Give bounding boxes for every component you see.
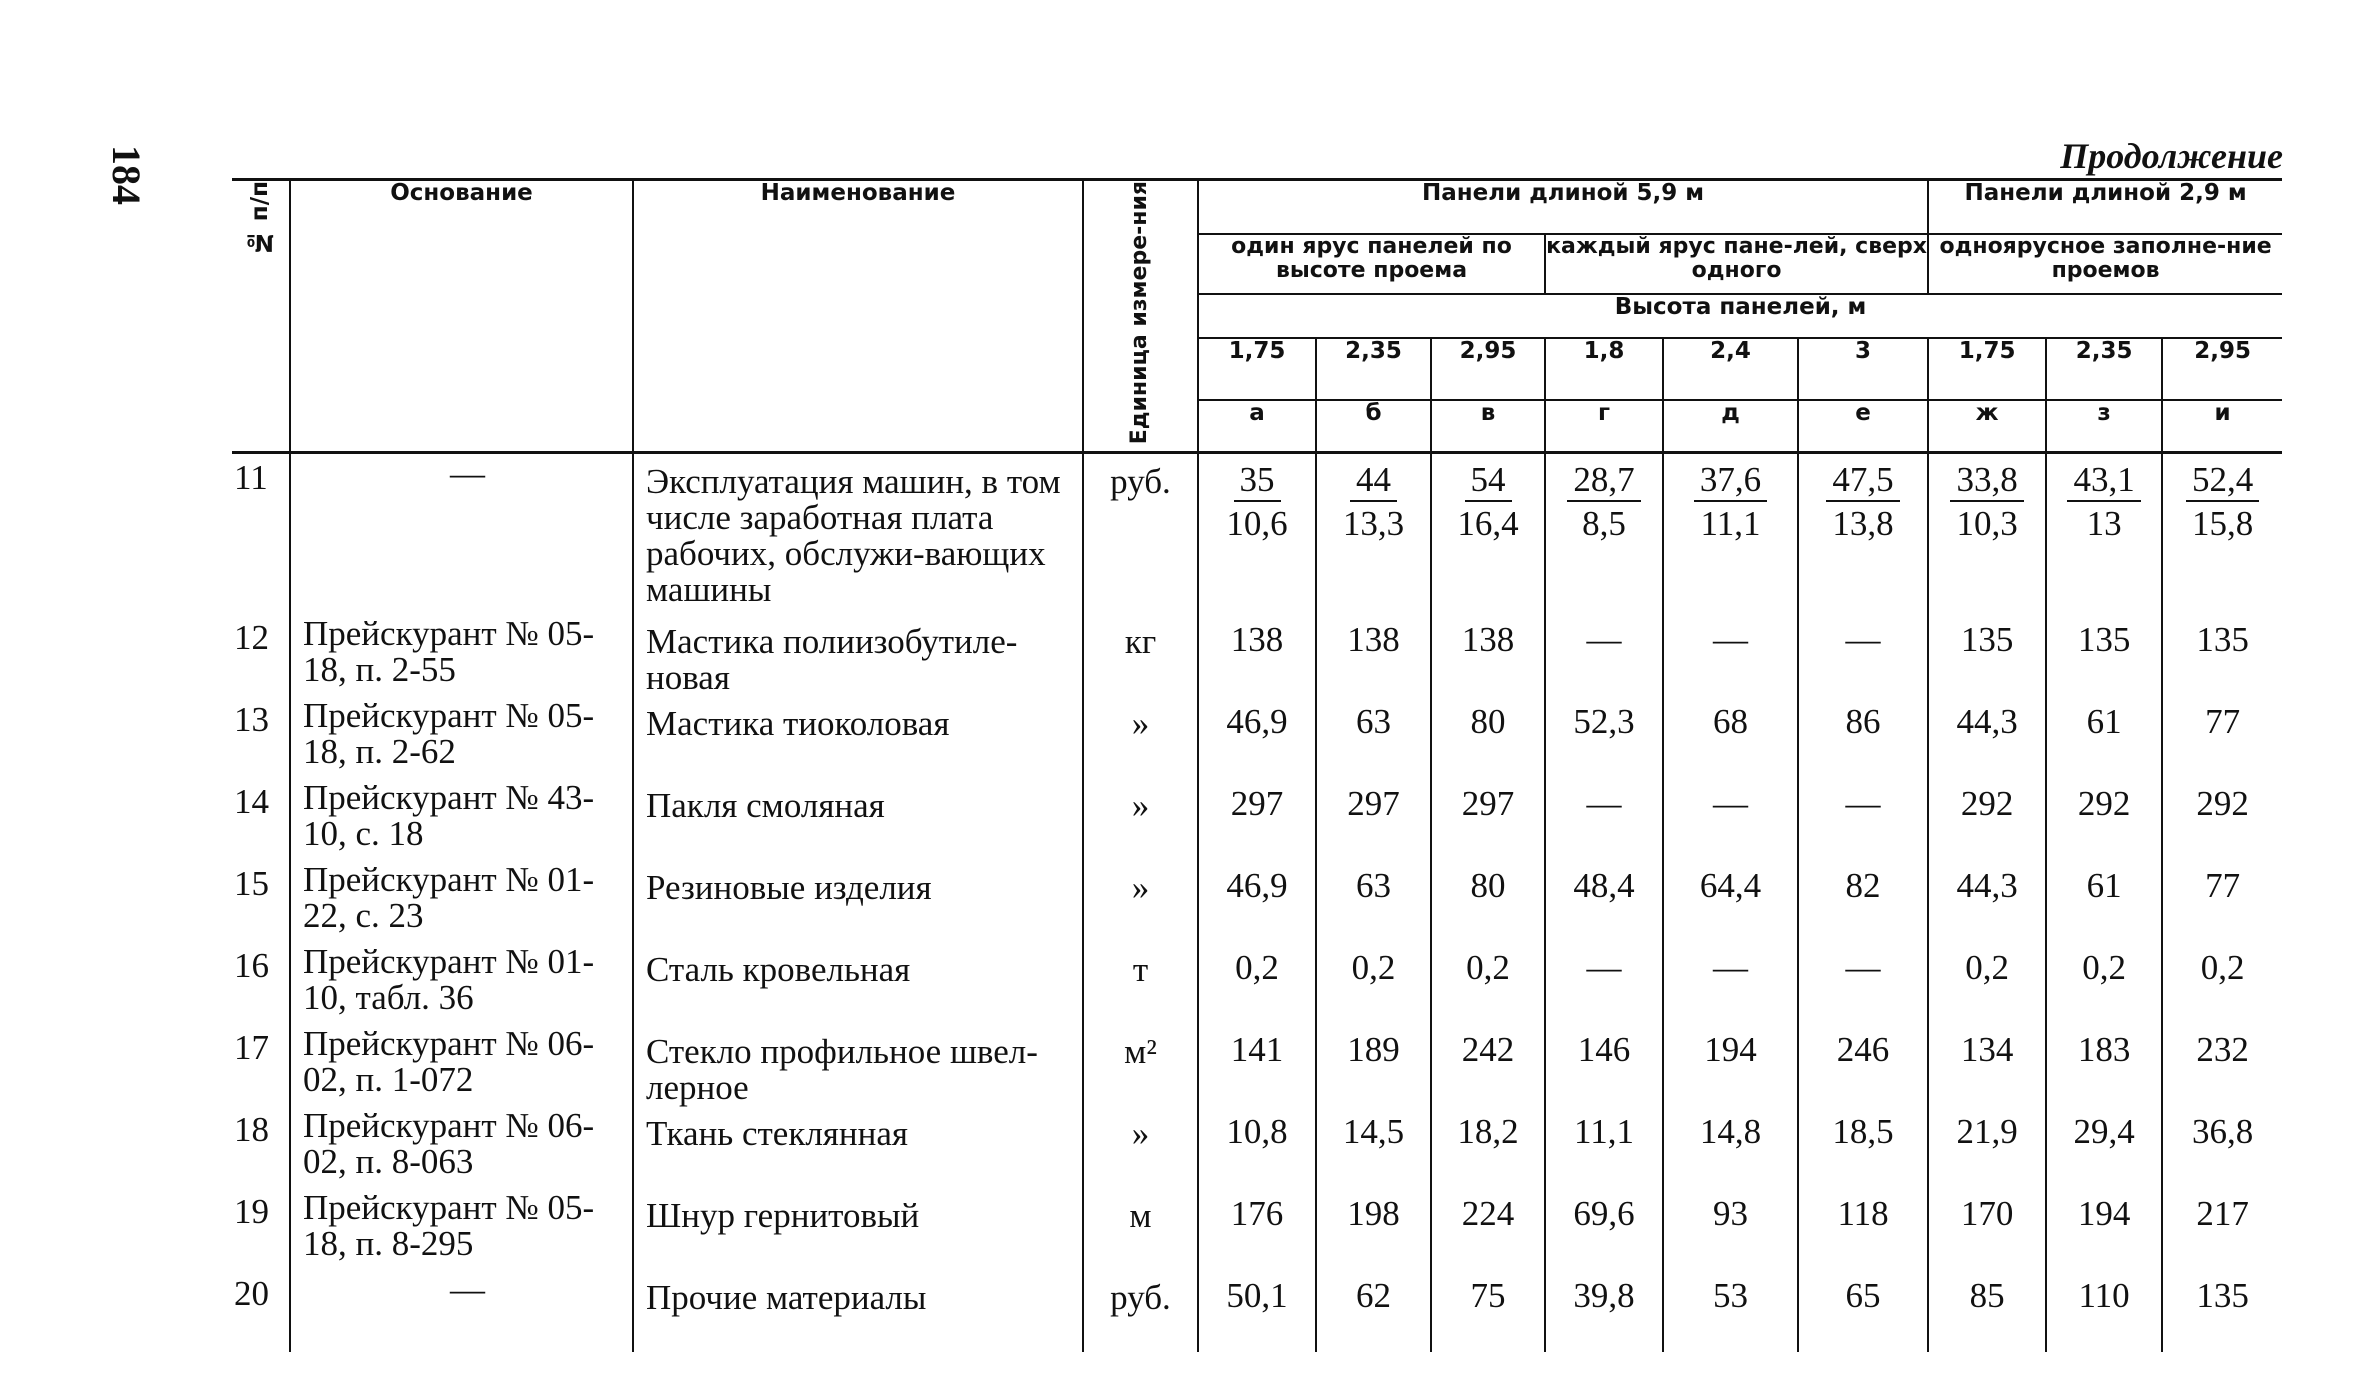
subgroup-single-tier: одноярусное заполне-ние проемов	[1928, 234, 2282, 294]
value-cell: 138	[1198, 614, 1316, 696]
value-cell: —	[1798, 614, 1928, 696]
value-wages: 13,8	[1832, 504, 1894, 544]
value-main: 37,6	[1694, 462, 1767, 502]
basis-cell: Прейскурант № 05-18, п. 2-55	[290, 614, 633, 696]
height-cell: 1,75	[1928, 338, 2046, 400]
value-cell: 0,2	[2046, 942, 2162, 1024]
table-row	[232, 1106, 2282, 1188]
value-cell: 0,2	[1316, 942, 1431, 1024]
row-number: 18	[234, 1110, 269, 1150]
unit-cell: »	[1083, 860, 1198, 942]
value-cell: 0,2	[2162, 942, 2282, 1024]
basis-cell: Прейскурант № 43-10, с. 18	[290, 778, 633, 860]
value-cell: 46,9	[1198, 696, 1316, 778]
table-row	[232, 614, 2282, 696]
value-cell: 0,2	[1928, 942, 2046, 1024]
value-cell: 93	[1663, 1188, 1798, 1270]
name-cell: Мастика тиоколовая	[633, 696, 1083, 778]
value-main: 35	[1234, 462, 1281, 502]
letter-cell: г	[1545, 400, 1663, 453]
basis-cell: Прейскурант № 05-18, п. 2-62	[290, 696, 633, 778]
value-wages: 15,8	[2191, 504, 2254, 544]
height-label: Высота панелей, м	[1198, 294, 2282, 338]
value-cell: 68	[1663, 696, 1798, 778]
name-cell: Сталь кровельная	[633, 942, 1083, 1024]
unit-cell: »	[1083, 1106, 1198, 1188]
table-body	[232, 453, 2282, 1353]
value-cell: 11,1	[1545, 1106, 1663, 1188]
value-cell: 224	[1431, 1188, 1545, 1270]
value-cell: —	[1663, 942, 1798, 1024]
height-cell: 3	[1798, 338, 1928, 400]
value-cell: 183	[2046, 1024, 2162, 1106]
value-cell: 10,8	[1198, 1106, 1316, 1188]
value-cell: 36,8	[2162, 1106, 2282, 1188]
group-header-2-9m: Панели длиной 2,9 м	[1928, 180, 2282, 235]
row-number: 11	[234, 458, 268, 497]
value-cell: 194	[2046, 1188, 2162, 1270]
page-number: 184	[104, 145, 149, 205]
row-number: 14	[234, 782, 269, 822]
unit-cell: м	[1083, 1188, 1198, 1270]
value-cell: —	[1663, 778, 1798, 860]
value-cell: 50,1	[1198, 1270, 1316, 1352]
unit-cell: кг	[1083, 614, 1198, 696]
letter-cell: и	[2162, 400, 2282, 453]
value-cell: 46,9	[1198, 860, 1316, 942]
subgroup-each-tier: каждый ярус пане-лей, сверх одного	[1545, 234, 1928, 294]
value-cell	[1928, 453, 2046, 615]
table-row	[232, 1270, 2282, 1352]
value-cell: 198	[1316, 1188, 1431, 1270]
value-main: 54	[1465, 462, 1512, 502]
row-number: 15	[234, 864, 269, 904]
col-header-basis: Основание	[290, 180, 633, 453]
value-cell: 63	[1316, 696, 1431, 778]
value-cell: 44,3	[1928, 860, 2046, 942]
value-cell: 86	[1798, 696, 1928, 778]
value-cell: 217	[2162, 1188, 2282, 1270]
name-cell: Эксплуатация машин, в том числе заработная плата рабочих, обслужи-вающих машины	[633, 453, 1083, 615]
value-wages: 8,5	[1582, 504, 1626, 544]
letter-cell: а	[1198, 400, 1316, 453]
value-cell: 63	[1316, 860, 1431, 942]
value-cell: 69,6	[1545, 1188, 1663, 1270]
height-cell: 2,35	[1316, 338, 1431, 400]
table-row	[232, 1024, 2282, 1106]
basis-cell: Прейскурант № 01-10, табл. 36	[290, 942, 633, 1024]
name-cell: Резиновые изделия	[633, 860, 1083, 942]
row-number: 12	[234, 618, 269, 657]
value-cell: 138	[1316, 614, 1431, 696]
value-cell: 82	[1798, 860, 1928, 942]
value-wages: 16,4	[1457, 504, 1519, 544]
value-wages: 10,6	[1226, 504, 1288, 544]
table-row	[232, 1188, 2282, 1270]
table-row	[232, 696, 2282, 778]
value-wages: 10,3	[1956, 504, 2018, 544]
name-cell: Стекло профильное швел-лерное	[633, 1024, 1083, 1106]
value-cell: 118	[1798, 1188, 1928, 1270]
row-number: 16	[234, 946, 269, 986]
basis-cell: Прейскурант № 06-02, п. 8-063	[290, 1106, 633, 1188]
value-wages: 13,3	[1342, 504, 1405, 544]
height-cell: 1,75	[1198, 338, 1316, 400]
value-cell: —	[1798, 942, 1928, 1024]
height-cell: 2,95	[2162, 338, 2282, 400]
continuation-label: Продолжение	[2060, 136, 2283, 176]
letter-cell: з	[2046, 400, 2162, 453]
value-cell	[1545, 453, 1663, 615]
materials-table	[232, 178, 2282, 1352]
basis-cell: Прейскурант № 06-02, п. 1-072	[290, 1024, 633, 1106]
value-cell	[1663, 453, 1798, 615]
value-cell: 134	[1928, 1024, 2046, 1106]
unit-cell: м²	[1083, 1024, 1198, 1106]
value-cell: —	[1545, 942, 1663, 1024]
value-cell: 14,5	[1316, 1106, 1431, 1188]
value-cell: 297	[1316, 778, 1431, 860]
value-cell	[1798, 453, 1928, 615]
name-cell: Ткань стеклянная	[633, 1106, 1083, 1188]
table-row	[232, 860, 2282, 942]
value-cell: 39,8	[1545, 1270, 1663, 1352]
value-cell	[1316, 453, 1431, 615]
height-cell: 2,95	[1431, 338, 1545, 400]
value-cell: 14,8	[1663, 1106, 1798, 1188]
letter-cell: е	[1798, 400, 1928, 453]
value-cell: 18,2	[1431, 1106, 1545, 1188]
value-cell: 189	[1316, 1024, 1431, 1106]
unit-cell: »	[1083, 778, 1198, 860]
value-cell: —	[1798, 778, 1928, 860]
value-main: 33,8	[1950, 462, 2023, 502]
value-cell: 29,4	[2046, 1106, 2162, 1188]
value-main: 28,7	[1567, 462, 1640, 502]
col-header-unit: Единица измере-ния	[1083, 180, 1198, 453]
value-cell: —	[1663, 614, 1798, 696]
value-cell: 53	[1663, 1270, 1798, 1352]
value-cell: 135	[2162, 614, 2282, 696]
value-cell: 61	[2046, 860, 2162, 942]
unit-cell: »	[1083, 696, 1198, 778]
value-cell: 138	[1431, 614, 1545, 696]
row-number: 17	[234, 1028, 269, 1068]
basis-cell: —	[290, 1270, 633, 1352]
unit-cell: руб.	[1083, 453, 1198, 615]
value-cell: 75	[1431, 1270, 1545, 1352]
value-cell: 77	[2162, 860, 2282, 942]
value-cell	[1431, 453, 1545, 615]
letter-cell: б	[1316, 400, 1431, 453]
table-row	[232, 778, 2282, 860]
value-cell: 135	[1928, 614, 2046, 696]
value-cell: 62	[1316, 1270, 1431, 1352]
table-row	[232, 942, 2282, 1024]
value-cell: 64,4	[1663, 860, 1798, 942]
unit-cell: руб.	[1083, 1270, 1198, 1352]
value-cell: 21,9	[1928, 1106, 2046, 1188]
value-cell: 80	[1431, 696, 1545, 778]
value-cell: 292	[2046, 778, 2162, 860]
row-number: 20	[234, 1274, 269, 1314]
value-cell: 292	[1928, 778, 2046, 860]
col-header-name: Наименование	[633, 180, 1083, 453]
value-main: 44	[1350, 462, 1397, 502]
name-cell: Пакля смоляная	[633, 778, 1083, 860]
subgroup-one-tier: один ярус панелей по высоте проема	[1198, 234, 1545, 294]
value-cell: 242	[1431, 1024, 1545, 1106]
value-wages: 13	[2086, 504, 2122, 544]
col-header-no: № п/п	[232, 180, 290, 453]
name-cell: Мастика полиизобутиле-новая	[633, 614, 1083, 696]
name-cell: Прочие материалы	[633, 1270, 1083, 1352]
value-cell: 110	[2046, 1270, 2162, 1352]
name-cell: Шнур гернитовый	[633, 1188, 1083, 1270]
letter-cell: в	[1431, 400, 1545, 453]
value-cell: 232	[2162, 1024, 2282, 1106]
value-cell	[1198, 453, 1316, 615]
basis-cell: Прейскурант № 01-22, с. 23	[290, 860, 633, 942]
value-cell: 52,3	[1545, 696, 1663, 778]
height-cell: 2,4	[1663, 338, 1798, 400]
height-cell: 1,8	[1545, 338, 1663, 400]
basis-cell: Прейскурант № 05-18, п. 8-295	[290, 1188, 633, 1270]
value-cell	[2046, 453, 2162, 615]
value-cell: 85	[1928, 1270, 2046, 1352]
value-cell: 292	[2162, 778, 2282, 860]
value-cell: 141	[1198, 1024, 1316, 1106]
letter-cell: д	[1663, 400, 1798, 453]
group-header-5-9m: Панели длиной 5,9 м	[1198, 180, 1928, 235]
value-main: 52,4	[2186, 462, 2259, 502]
value-cell: 65	[1798, 1270, 1928, 1352]
value-cell: 297	[1198, 778, 1316, 860]
table-header	[232, 180, 2282, 453]
value-cell: 77	[2162, 696, 2282, 778]
value-cell: 44,3	[1928, 696, 2046, 778]
row-number: 13	[234, 700, 269, 740]
letter-cell: ж	[1928, 400, 2046, 453]
value-cell: —	[1545, 614, 1663, 696]
unit-cell: т	[1083, 942, 1198, 1024]
value-cell: 135	[2162, 1270, 2282, 1352]
value-cell: 0,2	[1431, 942, 1545, 1024]
value-cell: 48,4	[1545, 860, 1663, 942]
value-cell: 135	[2046, 614, 2162, 696]
value-cell: 194	[1663, 1024, 1798, 1106]
value-cell: 246	[1798, 1024, 1928, 1106]
value-cell: 170	[1928, 1188, 2046, 1270]
value-cell: 297	[1431, 778, 1545, 860]
value-cell: —	[1545, 778, 1663, 860]
basis-cell: —	[290, 453, 633, 615]
value-cell: 18,5	[1798, 1106, 1928, 1188]
height-cell: 2,35	[2046, 338, 2162, 400]
value-wages: 11,1	[1700, 504, 1761, 544]
value-main: 47,5	[1826, 462, 1899, 502]
row-number: 19	[234, 1192, 269, 1232]
value-cell	[2162, 453, 2282, 615]
value-cell: 61	[2046, 696, 2162, 778]
table-row	[232, 453, 2282, 615]
value-main: 43,1	[2067, 462, 2140, 502]
value-cell: 80	[1431, 860, 1545, 942]
value-cell: 146	[1545, 1024, 1663, 1106]
value-cell: 0,2	[1198, 942, 1316, 1024]
value-cell: 176	[1198, 1188, 1316, 1270]
